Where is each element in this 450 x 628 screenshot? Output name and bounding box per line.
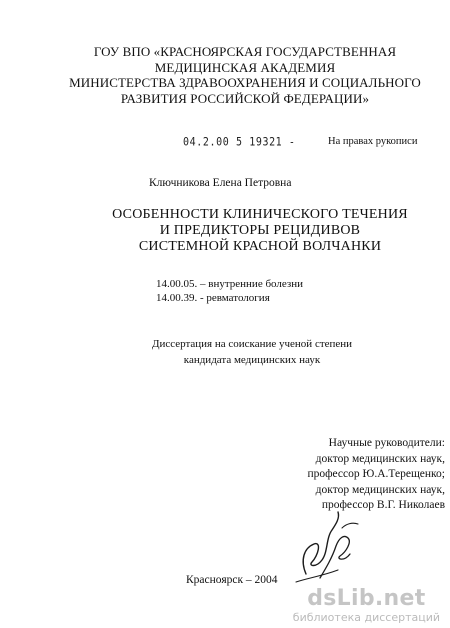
supervisor-line: профессор В.Г. Николаев (321, 499, 445, 511)
watermark (293, 588, 440, 624)
degree-statement (27, 336, 450, 368)
specialty-line: 14.00.39. - ревматология (156, 292, 270, 304)
specialty-line: 14.00.05. – внутренние болезни (156, 278, 304, 290)
watermark-logo: dsLib.net (307, 586, 426, 611)
title-line: И ПРЕДИКТОРЫ РЕЦИДИВОВ (159, 223, 361, 238)
watermark-subtitle: библиотека диссертаций (292, 611, 440, 624)
specialty-codes (156, 277, 303, 305)
supervisors-heading: Научные руководители: (328, 437, 445, 449)
supervisor-line: доктор медицинских наук, (315, 452, 445, 465)
supervisors-block (245, 436, 445, 514)
institution-header (20, 44, 450, 106)
manuscript-note: На правах рукописи (328, 136, 418, 147)
author-name: Ключникова Елена Петровна (149, 177, 292, 189)
title-line: СИСТЕМНОЙ КРАСНОЙ ВОЛЧАНКИ (138, 239, 382, 254)
institution-line: РАЗВИТИЯ РОССИЙСКОЙ ФЕДЕРАЦИИ» (120, 90, 370, 106)
title-line: ОСОБЕННОСТИ КЛИНИЧЕСКОГО ТЕЧЕНИЯ (112, 207, 408, 222)
institution-line: ГОУ ВПО «КРАСНОЯРСКАЯ ГОСУДАРСТВЕННАЯ (93, 44, 397, 59)
degree-line: Диссертация на соискание ученой степени (151, 338, 353, 350)
handwritten-signature (292, 508, 362, 586)
city-year: Красноярск – 2004 (186, 574, 278, 586)
degree-line: кандидата медицинских наук (183, 354, 321, 366)
institution-line: МИНИСТЕРСТВА ЗДРАВООХРАНЕНИЯ И СОЦИАЛЬНОГО (69, 75, 421, 90)
supervisor-line: доктор медицинских наук, (315, 483, 445, 496)
institution-line: МЕДИЦИНСКАЯ АКАДЕМИЯ (154, 59, 336, 75)
registration-number: 04.2.00 5 19321 - (183, 136, 296, 149)
thesis-title (35, 207, 450, 255)
supervisor-line: профессор Ю.А.Терещенко; (307, 468, 445, 480)
